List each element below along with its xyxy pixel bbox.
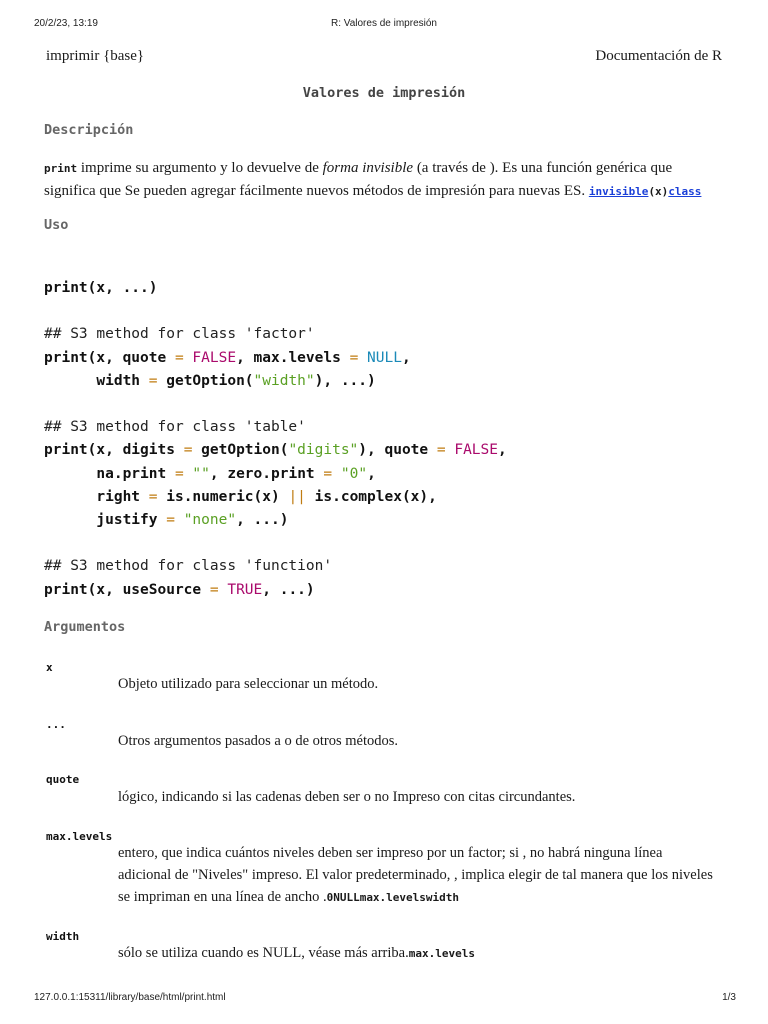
arg-desc-quote: lógico, indicando si las cadenas deben ser o no Impreso con citas circundantes.: [118, 789, 576, 805]
arg-name-x: x: [46, 661, 53, 674]
arg-name-quote: quote: [46, 773, 80, 786]
section-heading-descripcion: Descripción: [44, 122, 134, 138]
code-print: print: [44, 162, 78, 175]
code-comment-table: ## S3 method for class 'table': [44, 419, 306, 436]
arg-desc-max-levels: [118, 842, 718, 909]
print-datetime: 20/2/23, 13:19: [34, 18, 98, 29]
doc-topic: imprimir {base}: [46, 48, 145, 64]
arg-name-dots: ...: [46, 718, 66, 731]
print-url: 127.0.0.1:15311/library/base/html/print.html: [34, 992, 226, 1003]
arg-desc-max-levels-text: entero, que indica cuántos niveles deben ser impreso por un factor; si , no habrá ninguna línea adicional de "Niveles" impreso. El valor predeterminado, , implica elegir de tal manera que los niveles se impriman en una línea de ancho .: [118, 845, 713, 905]
section-heading-uso: Uso: [44, 217, 69, 233]
description-emphasis: forma invisible: [322, 160, 414, 176]
arg-desc-max-levels-code: 0NULLmax.levelswidth: [326, 891, 460, 904]
description-text-2: (a través de ). Es una función genérica que significa que Se pueden agregar fácilmente nuevos métodos de impresión para nuevas ES.: [44, 160, 673, 199]
print-page-title: R: Valores de impresión: [331, 18, 437, 29]
code-paren-x: (x): [648, 185, 669, 198]
arg-desc-x: Objeto utilizado para seleccionar un método.: [118, 676, 379, 692]
description-paragraph: [44, 157, 724, 203]
page-title: Valores de impresión: [302, 85, 466, 101]
arg-name-max-levels: max.levels: [46, 830, 113, 843]
usage-code-block: print(x, ...) ## S3 method for class 'factor' print(x, quote = FALSE, max.levels = NULL, width = getOption("width"), ...) ## S3 method for class 'table' print(x, digits = getOption("digits"), quote = FALSE, na.print = "", zero.print = "0", right = is.numeric(x) || is.complex(x), justify = "none", ...) ## S3 method for class 'function' print(x, useSource = TRUE, ...): [44, 280, 507, 598]
doc-source: Documentación de R: [595, 48, 722, 64]
print-page-number: 1/3: [722, 992, 736, 1003]
arg-desc-dots: Otros argumentos pasados a o de otros métodos.: [118, 733, 399, 749]
arg-desc-width-code: max.levels: [408, 947, 475, 960]
code-comment-factor: ## S3 method for class 'factor': [44, 326, 315, 343]
arg-desc-width: [118, 942, 718, 965]
description-text-1: imprime su argumento y lo devuelve de: [77, 160, 323, 176]
link-class[interactable]: class: [668, 185, 702, 198]
arg-desc-width-text: sólo se utiliza cuando es NULL, véase más arriba.: [118, 945, 409, 961]
link-invisible[interactable]: invisible: [588, 185, 649, 198]
arg-name-width: width: [46, 930, 80, 943]
code-line-print-default: print(x, ...): [44, 280, 158, 296]
code-comment-function: ## S3 method for class 'function': [44, 558, 333, 575]
section-heading-argumentos: Argumentos: [44, 619, 126, 635]
